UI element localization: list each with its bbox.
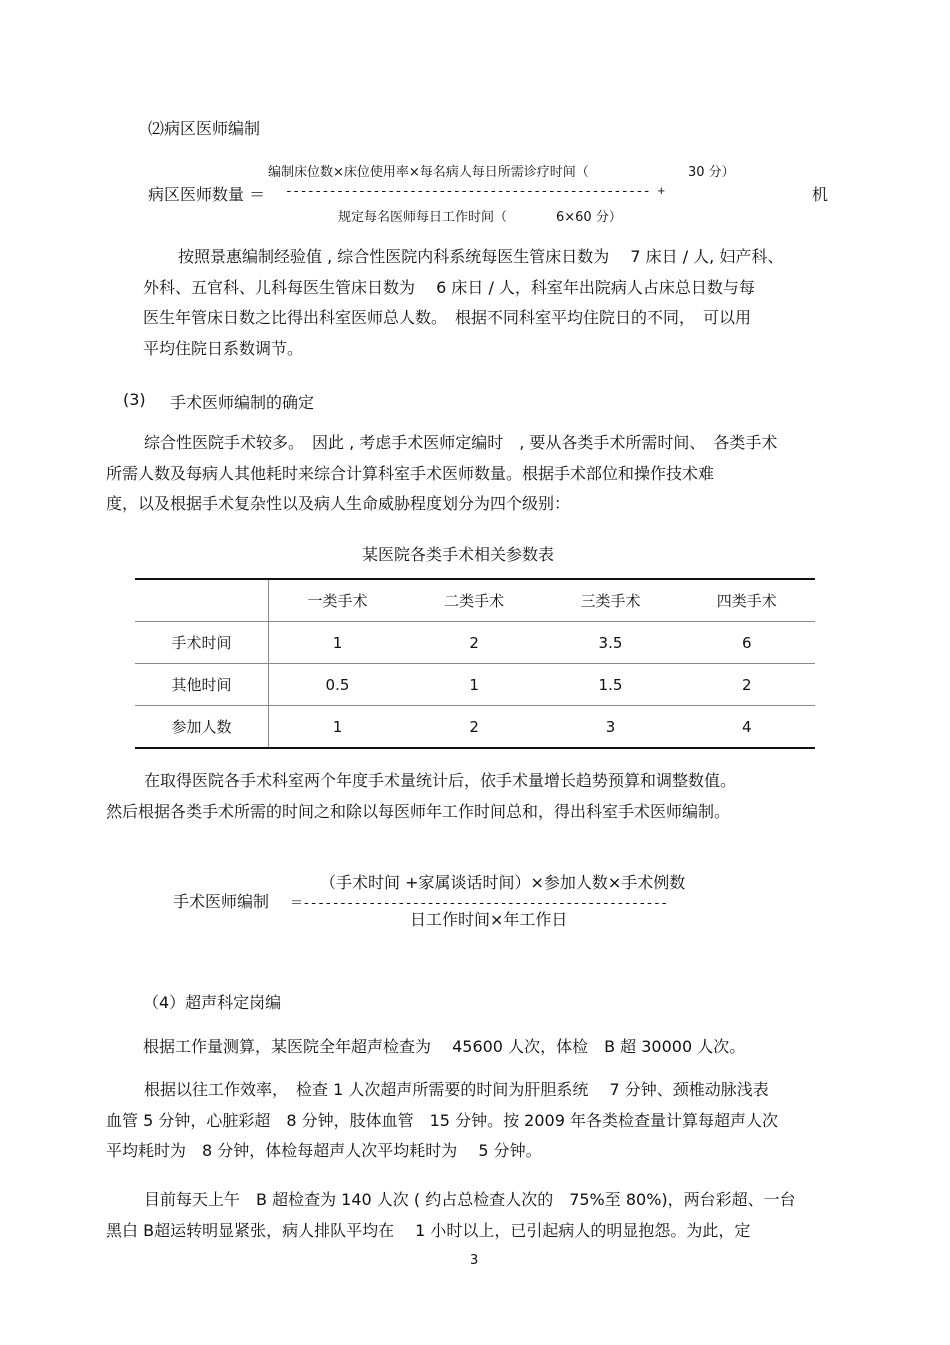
table-header-cell: 一类手术 [269,579,406,622]
paragraph-ward-doctors [143,242,783,364]
surgery-params-table [135,578,815,749]
formula-label: 病区医师数量 ＝ [148,185,266,204]
paragraph-line: 综合性医院手术较多。 因此 , 考虑手术医师定编时 , 要从各类手术所需时间、 各类手术 [144,433,778,452]
table-cell: 3.5 [542,622,678,664]
table-row [135,706,815,749]
paragraph-line: 所需人数及每病人其他耗时来综合计算科室手术医师数量。根据手术部位和操作技术难 [106,463,715,483]
formula-denominator: 日工作时间×年工作日 [410,910,568,929]
paragraph-line: 按照景惠编制经验值 , 综合性医院内科系统每医生管床日数为 7 床日 / 人, 妇产科、 [178,247,784,266]
paragraph-line: 血管 5 分钟，心脏彩超 8 分钟，肢体血管 15 分钟。按 2009 年各类检查量计算每超声人次 [106,1110,778,1130]
section-heading: （4）超声科定岗编 [143,993,282,1012]
fraction-line: -------------------------------------------------- + [285,184,665,199]
table-row-label: 参加人数 [135,706,269,749]
table-header-cell: 四类手术 [679,579,815,622]
paragraph-ultrasound-load [106,1185,796,1246]
paragraph-ultrasound-volume: 根据工作量测算，某医院全年超声检查为 45600 人次，体检 B 超 30000 人次。 [143,1037,746,1056]
table-cell: 4 [679,706,815,749]
formula-denominator-value: 6×60 分） [556,210,622,225]
paragraph-line: 黑白 B超运转明显紧张，病人排队平均在 1 小时以上，已引起病人的明显抱怨。为此，定 [106,1220,751,1240]
table-cell: 2 [406,706,542,749]
table-title: 某医院各类手术相关参数表 [362,545,555,564]
fraction-line: ＝-------------------------------------------------- [290,896,668,911]
paragraph-surgery [106,428,777,520]
section-number: (3) [123,390,146,409]
table-header-cell: 二类手术 [406,579,542,622]
table-cell: 1 [406,664,542,706]
table-cell: 3 [542,706,678,749]
table-row [135,622,815,664]
paragraph-surgery-stats [106,766,736,827]
formula-denominator: 规定每名医师每日工作时间（ [338,210,508,225]
paragraph-line: 目前每天上午 B 超检查为 140 人次 ( 约占总检查人次的 75%至 80%)，两台彩超、一台 [144,1190,796,1209]
paragraph-line: 外科、五官科、儿科每医生管床日数为 6 床日 / 人，科室年出院病人占床总日数与每 [143,277,755,297]
table-cell: 6 [679,622,815,664]
paragraph-line: 医生年管床日数之比得出科室医师总人数。 根据不同科室平均住院日的不同， 可以用 [143,308,752,327]
paragraph-line: 平均耗时为 8 分钟，体检每超声人次平均耗时为 5 分钟。 [106,1141,542,1160]
table-row-label: 其他时间 [135,664,269,706]
page-number: 3 [470,1253,479,1268]
table-cell: 2 [679,664,815,706]
formula-label: 手术医师编制 [173,892,270,911]
table-cell: 1.5 [542,664,678,706]
formula-numerator-value: 30 分） [688,165,735,180]
table-cell: 1 [269,706,406,749]
table-row [135,664,815,706]
paragraph-line: 度，以及根据手术复杂性以及病人生命威胁程度划分为四个级别： [106,494,571,513]
formula-numerator: 编制床位数×床位使用率×每名病人每日所需诊疗时间（ [268,165,589,180]
section-title: 手术医师编制的确定 [170,393,315,412]
table-cell: 2 [406,622,542,664]
formula-right-char: 机 [812,185,829,204]
table-header-cell [135,579,269,622]
paragraph-line: 根据以往工作效率， 检查 1 人次超声所需要的时间为肝胆系统 7 分钟、颈椎动脉浅表 [144,1080,769,1099]
paragraph-ultrasound-efficiency [106,1075,778,1167]
formula-numerator: （手术时间 +家属谈话时间）×参加人数×手术例数 [320,873,686,892]
paragraph-line: 然后根据各类手术所需的时间之和除以每医师年工作时间总和，得出科室手术医师编制。 [106,801,731,821]
table-cell: 0.5 [269,664,406,706]
table-header-row [135,579,815,622]
paragraph-line: 平均住院日系数调节。 [143,338,304,358]
section-heading: ⑵病区医师编制 [148,119,261,138]
table-row-label: 手术时间 [135,622,269,664]
paragraph-line: 在取得医院各手术科室两个年度手术量统计后，依手术量增长趋势预算和调整数值。 [144,771,737,790]
table-header-cell: 三类手术 [542,579,678,622]
table-cell: 1 [269,622,406,664]
